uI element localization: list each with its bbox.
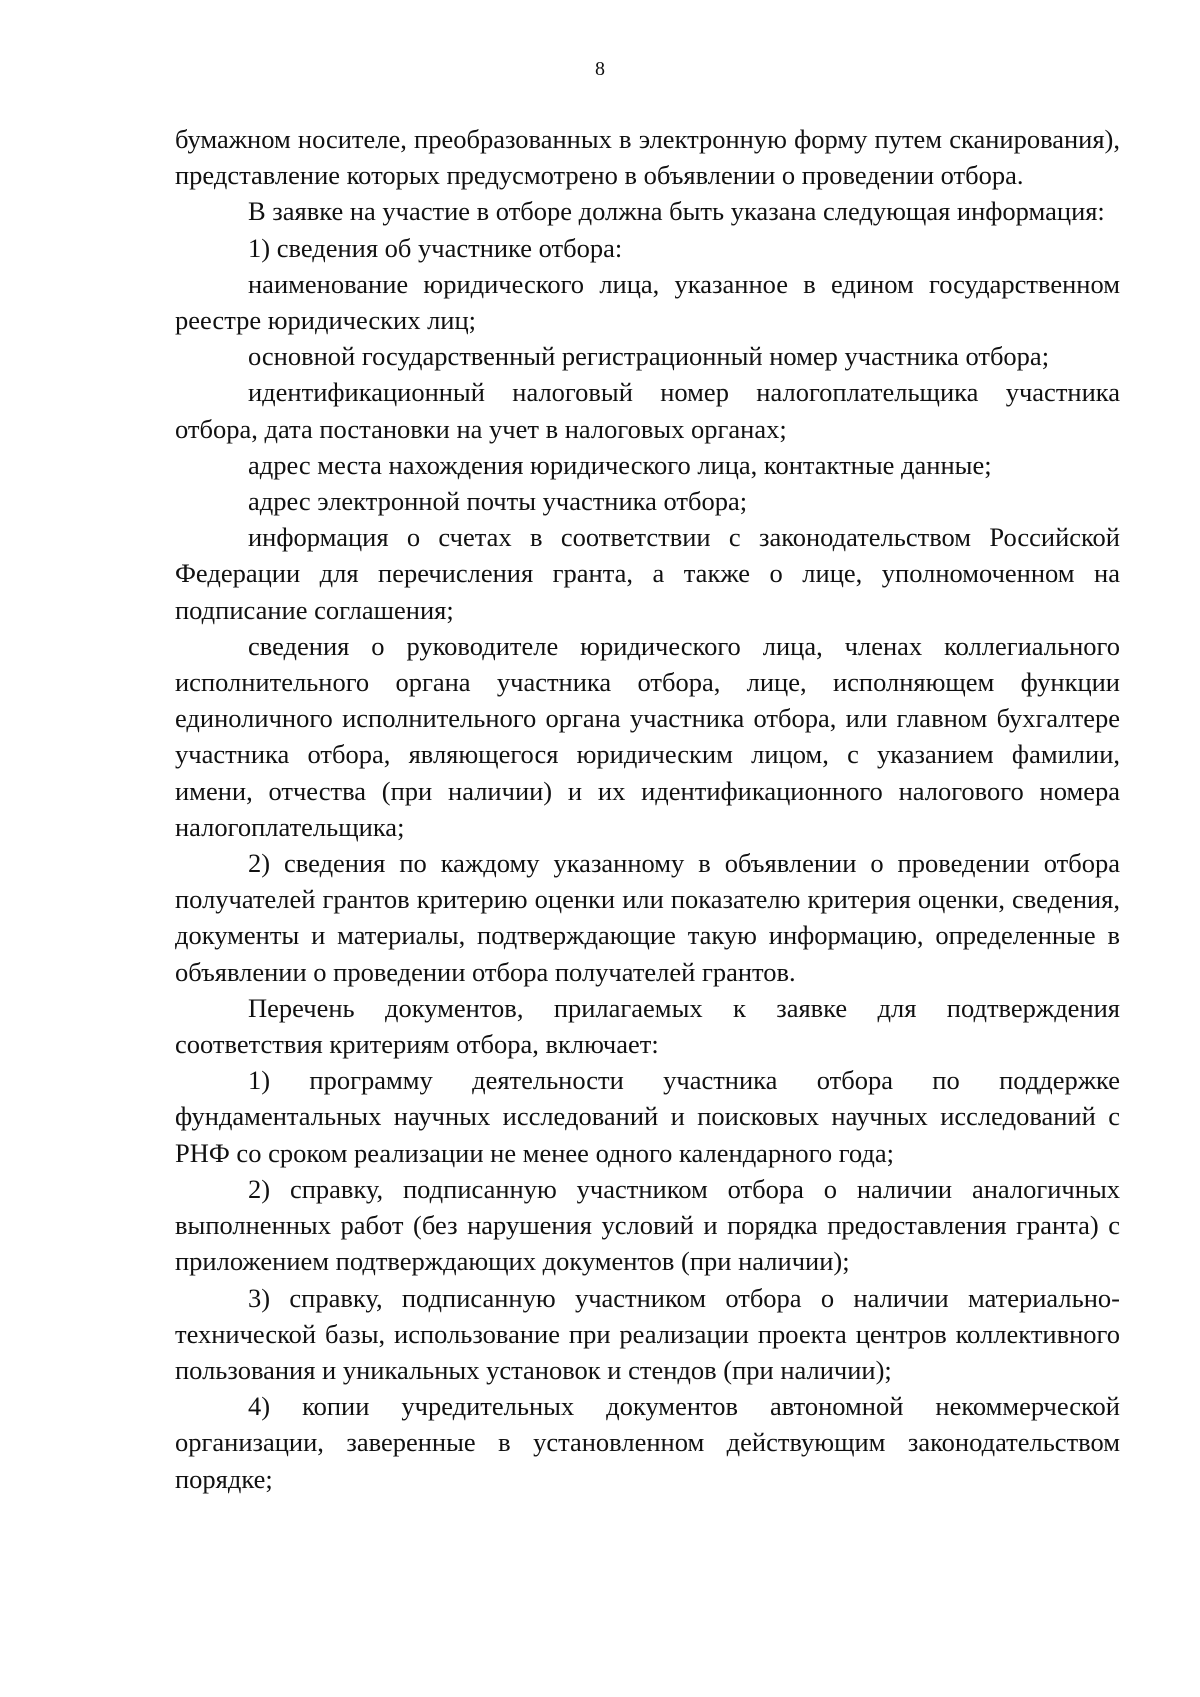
paragraph-inn: идентификационный налоговый номер налогоплательщика участника отбора, дата постановки на учет в налоговых органах; [175, 377, 1120, 444]
paragraph-legal-entity-name: наименование юридического лица, указанное в едином государственном реестре юридических лиц; [175, 268, 1120, 336]
paragraph-address-contacts: адрес места нахождения юридического лица, контактные данные; [248, 449, 992, 480]
paragraph-application-info-intro: В заявке на участие в отборе должна быть указана следующая информация: [248, 196, 1105, 227]
paragraph-document-item-4: 4) копии учредительных документов автономной некоммерческой организации, заверенные в установленном действующим законодательством порядке; [175, 1391, 1120, 1494]
paragraph-documents-list-intro: Перечень документов, прилагаемых к заявке для подтверждения соответствия критериям отбора, включает: [175, 992, 1120, 1060]
paragraph-participant-info-heading: 1) сведения об участнике отбора: [248, 232, 623, 263]
document-body [175, 121, 1120, 1497]
paragraph-email: адрес электронной почты участника отбора; [248, 486, 748, 517]
paragraph-accounts-info: информация о счетах в соответствии с законодательством Российской Федерации для перечисления гранта, а также о лице, уполномоченном на подписание соглашения; [175, 522, 1120, 625]
paragraph-document-item-1: 1) программу деятельности участника отбора по поддержке фундаментальных научных исследований и поисковых научных исследований с РНФ со сроком реализации не менее одного календарного года; [175, 1065, 1120, 1168]
page-number: 8 [595, 58, 605, 80]
paragraph-continuation: бумажном носителе, преобразованных в электронную форму путем сканирования), представление которых предусмотрено в объявлении о проведении отбора. [175, 124, 1120, 191]
paragraph-ogrn: основной государственный регистрационный номер участника отбора; [248, 341, 1050, 372]
paragraph-management-info: сведения о руководителе юридического лица, членах коллегиального исполнительного органа участника отбора, лице, исполняющем функции единоличного исполнительного органа участника отбора, или главном бухгалтере участника отбора, являющегося юридическим лицом, с указанием фамилии, имени, отчества (при наличии) и их идентификационного налогового номера налогоплательщика; [175, 630, 1120, 842]
paragraph-document-item-2: 2) справку, подписанную участником отбора о наличии аналогичных выполненных работ (без нарушения условий и порядка предоставления гранта) с приложением подтверждающих документов (при наличии); [175, 1173, 1120, 1277]
paragraph-criteria-info: 2) сведения по каждому указанному в объявлении о проведении отбора получателей грантов критерию оценки или показателю критерия оценки, сведения, документы и материалы, подтверждающие такую информацию, определенные в объявлении о проведении отбора получателей грантов. [175, 848, 1120, 987]
paragraph-document-item-3: 3) справку, подписанную участником отбора о наличии материально-технической базы, использование при реализации проекта центров коллективного пользования и уникальных установок и стендов (при наличии); [175, 1282, 1120, 1385]
